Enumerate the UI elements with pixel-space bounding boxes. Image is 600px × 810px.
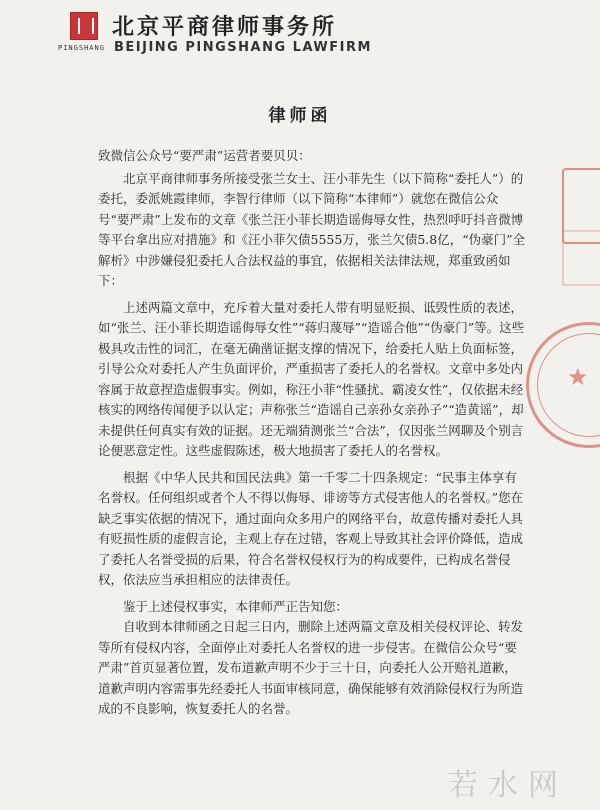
letter-body bbox=[98, 146, 526, 720]
salutation: 致微信公众号“要严肃”运营者要贝贝： bbox=[98, 148, 311, 163]
firm-name-chinese: 北京平商律师事务所 bbox=[112, 15, 338, 40]
logo-subtext: PINGSHANG bbox=[58, 44, 105, 52]
paragraph-intro: 北京平商律师事务所接受张兰女士、汪小菲先生（以下简称“委托人”）的委托，委派姚霞律师，李智行律师（以下简称“本律师”）就您在微信公众号“要严肃”上发布的文章《张兰汪小菲长期造谣侮辱女性，热烈呼吁抖音微博等平台拿出应对措施》和《汪小菲欠债5555万，张兰欠债5.8亿，“伪豪门”全解析》中涉嫌侵犯委托人合法权益的事宜，依据相关法律法规，郑重致函如下： bbox=[98, 170, 525, 288]
side-seal-stamp-faded bbox=[562, 230, 600, 286]
letter-title: 律师函 bbox=[268, 106, 332, 126]
site-watermark: 若水网 bbox=[448, 768, 568, 803]
paragraph-facts: 上述两篇文章中，充斥着大量对委托人带有明显贬损、诋毁性质的表述，如“张兰、汪小菲长期造谣侮辱女性”“蒋归蔑辱”“造谣合他”“伪豪门”等。这些极具攻击性的词汇，在毫无确凿证据支撑的情况下，给委托人贴上负面标签，引导公众对委托人产生负面评价，严重损害了委托人的名誉权。文章中多处内容属于故意捏造虚假事实。例如，称汪小菲“性骚扰、霸凌女性”，仅依据未经核实的网络传闻便予以认定；声称张兰“造谣自己亲孙女亲孙子”“造黄谣”，却未提供任何真实有效的证据。还无端猜测张兰“合法”，仅因张兰网聊及个别言论便恶意定性。这些虚假陈述，极大地损害了委托人的名誉权。 bbox=[98, 299, 525, 458]
letterhead bbox=[0, 0, 600, 70]
paragraph-demands: 自收到本律师函之日起三日内，删除上述两篇文章及相关侵权评论、转发等所有侵权内容，全面停止对委托人名誉权的进一步侵害。在微信公众号“要严肃”首页显著位置，发布道歉声明不少于三十日，向委托人公开赔礼道歉，道歉声明内容需事先经委托人书面审核同意，确保能够有效消除侵权行为所造成的不良影响，恢复委托人的名誉。 bbox=[98, 619, 524, 716]
paragraph-notice: 鉴于上述侵权事实，本律师严正告知您： bbox=[123, 598, 349, 614]
firm-logo bbox=[70, 12, 98, 40]
paragraph-legal-basis: 根据《中华人民共和国民法典》第一千零二十四条规定：“民事主体享有名誉权。任何组织或者个人不得以侮辱、诽谤等方式侵害他人的名誉权。”您在缺乏事实依据的情况下，通过面向众多用户的网络平台，故意传播对委托人具有贬损性质的虚假言论，主观上存在过错，客观上导致其社会评价降低，造成了委托人名誉受损的后果，符合名誉权侵权行为的构成要件，已构成名誉侵权，依法应当承担相应的法律责任。 bbox=[98, 469, 524, 587]
firm-round-seal: ★ bbox=[526, 322, 600, 448]
firm-name-english: BEIJING PINGSHANG LAWFIRM bbox=[114, 40, 372, 55]
